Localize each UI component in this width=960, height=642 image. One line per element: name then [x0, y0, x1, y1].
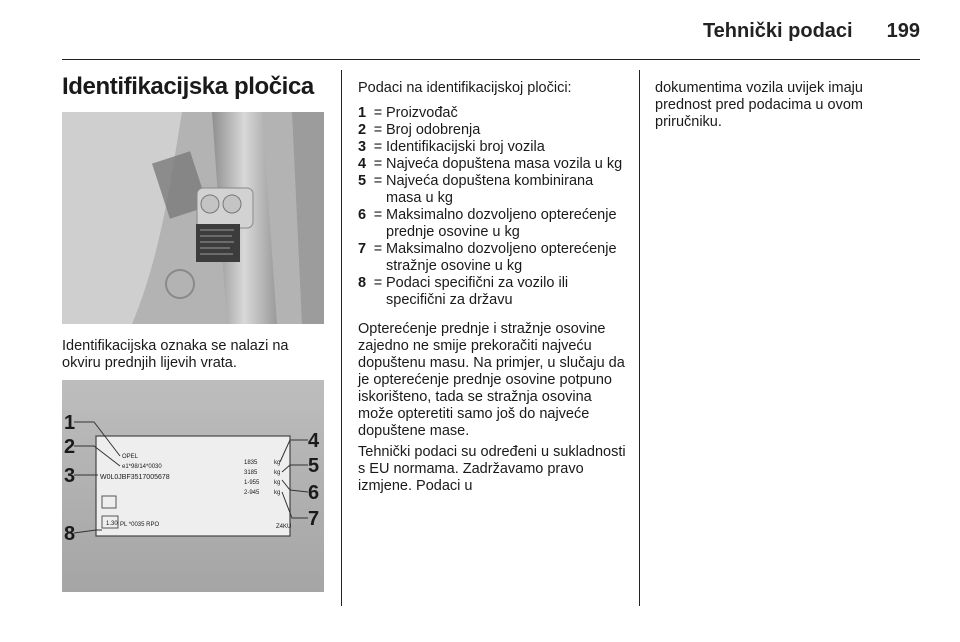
legend-num: 5: [358, 173, 367, 189]
plate-weight-1: 1835: [244, 460, 258, 466]
door-frame-illustration: [62, 112, 324, 324]
id-plate-diagram: [62, 380, 324, 592]
column-divider-1: [341, 70, 342, 606]
section-title: Identifikacijska pločica: [62, 73, 314, 100]
door-frame-photo: [62, 112, 324, 324]
plate-unit-3: kg: [274, 480, 281, 486]
callout-8: 8: [64, 523, 76, 545]
legend-text: Najveća dopuštena kombinirana masa u kg: [386, 173, 594, 206]
photo-caption: [62, 338, 324, 372]
plate-vin: W0L0JBF3517005678: [100, 474, 170, 481]
column-middle: [358, 80, 626, 495]
callout-7: 7: [308, 508, 320, 530]
list-item: 7 = Maksimalno dozvoljeno opterećenje stražnje osovine u kg: [358, 241, 626, 275]
legend-num: 6: [358, 207, 367, 223]
plate-side-code: Z4KU: [276, 524, 292, 530]
header-title: Tehnički podaci: [702, 20, 853, 42]
legend-num: 2: [358, 122, 367, 138]
callout-1: 1: [64, 412, 76, 434]
list-item: 5 = Najveća dopuštena kombinirana masa u kg: [358, 173, 626, 207]
plate-weight-3: 1-955: [244, 480, 260, 486]
list-item: 2 = Broj odobrenja: [358, 122, 626, 139]
caption-text: Identifikacijska oznaka se nalazi na okviru prednjih lijevih vrata.: [62, 338, 289, 371]
legend-num: 1: [358, 105, 367, 121]
callout-4: 4: [308, 430, 320, 452]
plate-weight-4: 2-945: [244, 490, 260, 496]
plate-unit-1: kg: [274, 460, 281, 466]
legend-num: 3: [358, 139, 367, 155]
legend-text: Proizvođač: [386, 105, 458, 121]
axle-load-paragraph: Opterećenje prednje i stražnje osovine zajedno ne smije prekoračiti najveću dopuštenu masu. Na primjer, u slučaju da je opterećenje prednje osovine potpuno iskorišteno, tada se stražnja osovina može opteretiti samo još do najveće dopuštene mase.: [358, 321, 625, 439]
legend-num: 4: [358, 156, 367, 172]
list-item: 4 = Najveća dopuštena masa vozila u kg: [358, 156, 626, 173]
legend-text: Podaci specifični za vozilo ili specifični za državu: [386, 275, 569, 308]
column-left: [62, 72, 324, 102]
page-number: 199: [886, 20, 920, 42]
header-rule: [62, 59, 920, 60]
legend-num: 8: [358, 275, 367, 291]
documents-paragraph: dokumentima vozila uvijek imaju prednost pred podacima u ovom priručniku.: [655, 80, 863, 130]
callout-5: 5: [308, 455, 320, 477]
plate-approval: e1*98/14*0030: [122, 464, 162, 470]
legend-text: Maksimalno dozvoljeno opterećenje prednje osovine u kg: [386, 207, 617, 240]
plate-manufacturer: OPEL: [122, 454, 139, 460]
callout-6: 6: [308, 482, 320, 504]
column-divider-2: [639, 70, 640, 606]
callout-2: 2: [64, 436, 76, 458]
eu-norms-paragraph: Tehnički podaci su određeni u sukladnosti s EU normama. Zadržavamo pravo izmjene. Podaci u: [358, 444, 626, 494]
plate-unit-2: kg: [274, 470, 281, 476]
legend-text: Broj odobrenja: [386, 122, 481, 138]
callout-3: 3: [64, 465, 76, 487]
legend-text: Identifikacijski broj vozila: [386, 139, 545, 155]
legend-text: Najveća dopuštena masa vozila u kg: [386, 156, 623, 172]
legend-list: [358, 105, 626, 309]
list-item: 3 = Identifikacijski broj vozila: [358, 139, 626, 156]
legend-num: 7: [358, 241, 367, 257]
list-item: 8 = Podaci specifični za vozilo ili specifični za državu: [358, 275, 626, 309]
plate-code: PL *0035 RPO: [120, 522, 160, 528]
list-intro: Podaci na identifikacijskoj pločici:: [358, 80, 572, 96]
id-plate-illustration: [62, 380, 324, 592]
legend-text: Maksimalno dozvoljeno opterećenje stražnje osovine u kg: [386, 241, 617, 274]
plate-unit-4: kg: [274, 490, 281, 496]
list-item: 6 = Maksimalno dozvoljeno opterećenje prednje osovine u kg: [358, 207, 626, 241]
plate-weight-2: 3185: [244, 470, 258, 476]
running-header: [703, 20, 920, 43]
plate-box-label: 1.30: [106, 521, 118, 527]
column-right: [655, 80, 917, 131]
list-item: 1 = Proizvođač: [358, 105, 626, 122]
